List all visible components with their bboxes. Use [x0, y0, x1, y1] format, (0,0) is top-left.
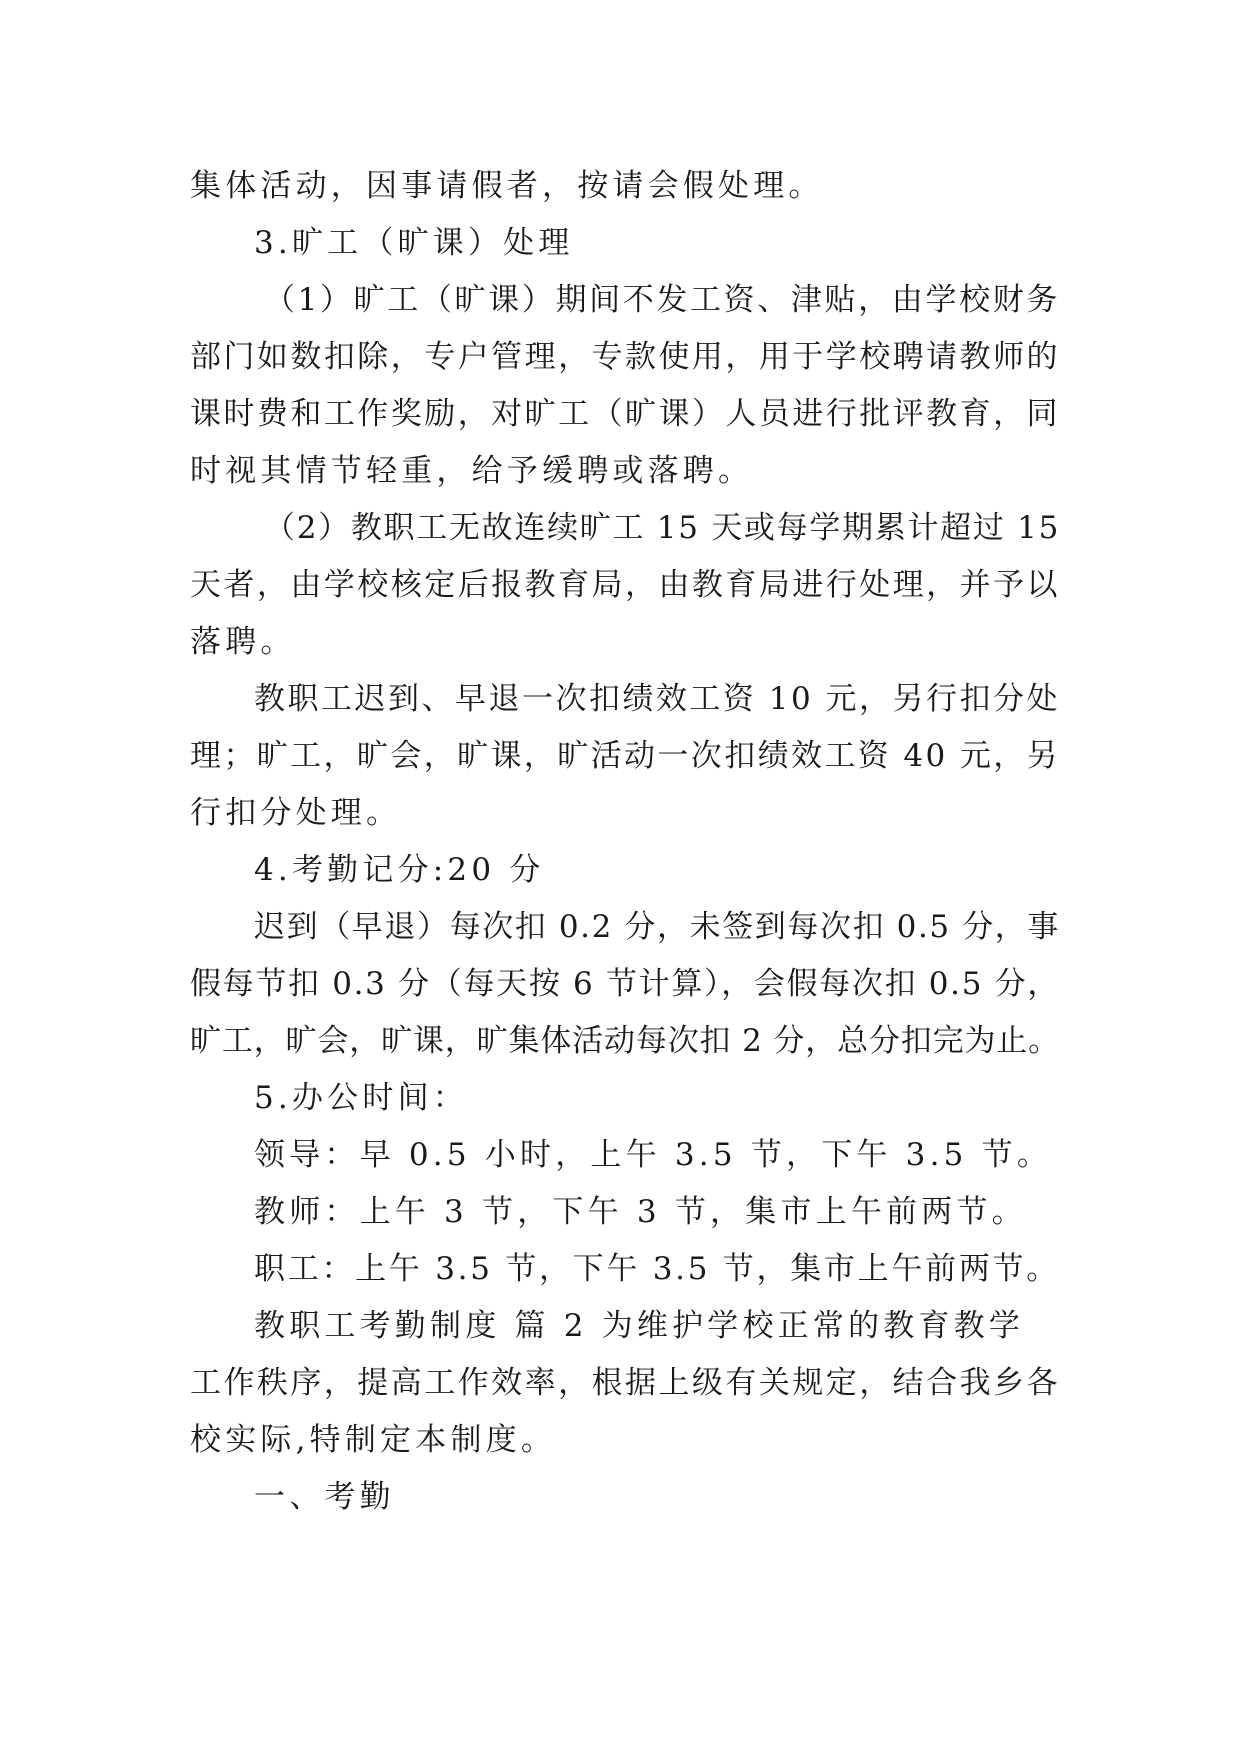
section-heading: 4.考勤记分:20 分: [254, 852, 545, 888]
paragraph-line: （1）旷工（旷课）期间不发工资、津贴，由学校财务: [264, 282, 1060, 318]
section-heading: 一、考勤: [254, 1479, 395, 1515]
paragraph-line: 教职工迟到、早退一次扣绩效工资 10 元，另行扣分处: [254, 681, 1060, 717]
paragraph-line: 时视其情节轻重，给予缓聘或落聘。: [190, 453, 754, 489]
paragraph-line: 领导：早 0.5 小时，上午 3.5 节，下午 3.5 节。: [254, 1137, 1053, 1173]
paragraph-line: （2）教职工无故连续旷工 15 天或每学期累计超过 15: [264, 510, 1060, 546]
paragraph-line: 假每节扣 0.3 分（每天按 6 节计算），会假每次扣 0.5 分，: [190, 966, 1060, 1002]
paragraph-line: 行扣分处理。: [190, 795, 402, 831]
paragraph-line: 教师：上午 3 节，下午 3 节，集市上午前两节。: [254, 1194, 1027, 1230]
section-heading: 5.办公时间：: [254, 1080, 468, 1116]
paragraph-line: 天者，由学校核定后报教育局，由教育局进行处理，并予以: [190, 567, 1060, 603]
paragraph-line: 集体活动，因事请假者，按请会假处理。: [190, 168, 824, 204]
paragraph-line: 校实际,特制定本制度。: [190, 1422, 557, 1458]
paragraph-line: 迟到（早退）每次扣 0.2 分，未签到每次扣 0.5 分，事: [254, 909, 1060, 945]
paragraph-line: 教职工考勤制度 篇 2 为维护学校正常的教育教学: [254, 1308, 1025, 1344]
paragraph-line: 职工：上午 3.5 节，下午 3.5 节，集市上午前两节。: [254, 1251, 1060, 1287]
paragraph-line: 课时费和工作奖励，对旷工（旷课）人员进行批评教育，同: [190, 396, 1060, 432]
paragraph-line: 理；旷工，旷会，旷课，旷活动一次扣绩效工资 40 元，另: [190, 738, 1060, 774]
paragraph-line: 部门如数扣除，专户管理，专款使用，用于学校聘请教师的: [190, 339, 1060, 375]
paragraph-line: 旷工，旷会，旷课，旷集体活动每次扣 2 分，总分扣完为止。: [190, 1023, 1060, 1059]
paragraph-line: 落聘。: [190, 624, 296, 660]
section-heading: 3.旷工（旷课）处理: [254, 225, 574, 261]
paragraph-line: 工作秩序，提高工作效率，根据上级有关规定，结合我乡各: [190, 1365, 1060, 1401]
